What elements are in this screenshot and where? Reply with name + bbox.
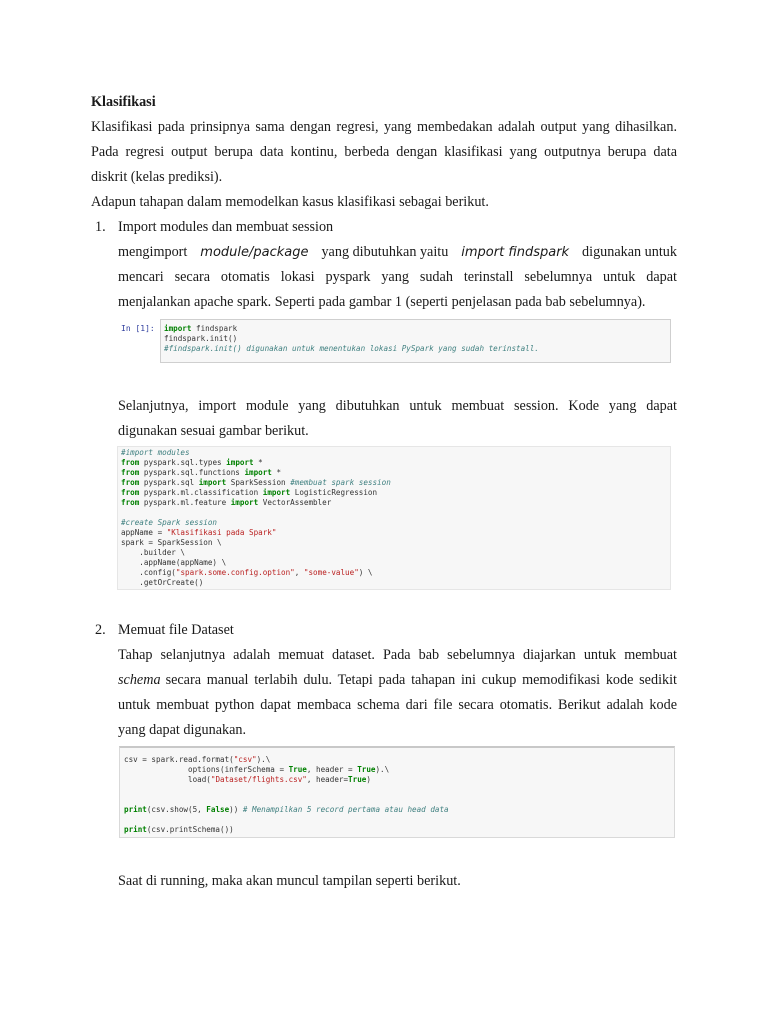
step-2-para-line-3: untuk membuat python dapat membaca schema dari file secara otomatis. Berikut adalah kode [118,697,677,713]
schema-term: schema [118,672,161,688]
closing-line: Saat di running, maka akan muncul tampilan seperti berikut. [118,873,461,889]
step-1-para-line-3: menjalankan apache spark. Seperti pada gambar 1 (seperti penjelasan pada bab sebelumnya). [118,294,646,310]
text-run: secara manual terlabih dulu. Tetapi pada tahapan ini cukup memodifikasi kode sedikit [165,672,677,688]
intro-line-1: Klasifikasi pada prinsipnya sama dengan regresi, yang membedakan adalah output yang dihasilkan. [91,119,677,135]
step-1-para2-line-1: Selanjutnya, import module yang dibutuhkan untuk membuat session. Kode yang dapat [118,398,677,414]
text-run: yang dibutuhkan yaitu [321,244,449,260]
step-1-para-line-1 [118,240,677,265]
intro-line-3: diskrit (kelas prediksi). [91,169,223,185]
intro-line-2: Pada regresi output berupa data kontinu, berbeda dengan klasifikasi yang outputnya berupa data [91,144,677,160]
step-1-heading: Import modules dan membuat session [118,219,334,235]
step-2-para-line-1: Tahap selanjutnya adalah memuat dataset. Pada bab sebelumnya diajarkan untuk membuat [118,647,677,663]
text-run: mengimport [118,244,188,260]
text-run: digunakan untuk [582,244,677,260]
step-2-heading: Memuat file Dataset [118,622,234,638]
intro-line-4: Adapun tahapan dalam memodelkan kasus klasifikasi sebagai berikut. [91,194,489,210]
code-block-load-csv: csv = spark.read.format("csv").\ options(inferSchema = True, header = True).\ load("Dataset/flights.csv", header=True) print(csv.show(5, False)) # Menampilkan 5 record pertama atau head data print(csv.printSchema()) [124,755,449,834]
code-block-imports: #import modules from pyspark.sql.types import * from pyspark.sql.functions import * from pyspark.sql import SparkSession #membuat spark session from pyspark.ml.classification import LogisticRegression from pyspark.ml.feature import VectorAssembler #create Spark session appName = "Klasifikasi pada Spark" spark = SparkSession \ .builder \ .appName(appName) \ .config("spark.some.config.option", "some-value") \ .getOrCreate() [121,448,391,587]
step-2-para-line-2 [118,668,677,693]
step-2-para-line-4: yang dapat digunakan. [118,722,247,738]
step-2-number: 2. [95,622,106,638]
section-title: Klasifikasi [91,94,156,110]
step-1-para-line-2: mencari secara otomatis lokasi pyspark yang sudah terinstall sebelumnya untuk dapat [118,269,677,285]
step-1-number: 1. [95,219,106,235]
step-1-para2-line-2: digunakan sesuai gambar berikut. [118,423,309,439]
module-package-term: module/package [200,245,309,260]
cell-prompt: In [1]: [121,324,155,333]
import-findspark-term: import findspark [461,245,570,260]
code-block-findspark: import findspark findspark.init() #findspark.init() digunakan untuk menentukan lokasi PySpark yang sudah terinstall. [164,324,539,353]
